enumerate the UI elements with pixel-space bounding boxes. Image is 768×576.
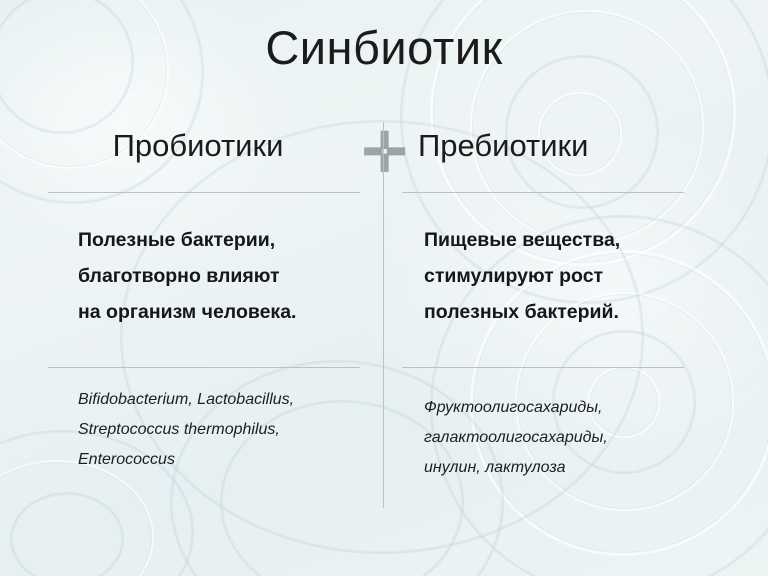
prebiotics-heading: Пребиотики bbox=[418, 128, 589, 163]
prebiotics-example-line: инулин, лактулоза bbox=[424, 459, 566, 476]
divider-middle-left bbox=[48, 367, 360, 368]
plus-icon: ✛ bbox=[362, 123, 408, 183]
slide-title: Синбиотик bbox=[265, 21, 503, 74]
probiotics-heading: Пробиотики bbox=[112, 128, 284, 163]
divider-vertical bbox=[383, 122, 384, 508]
prebiotics-description-line: стимулируют рост bbox=[424, 265, 604, 287]
probiotics-description-line: Полезные бактерии, bbox=[78, 229, 276, 251]
prebiotics-example-line: Фруктоолигосахариды, bbox=[424, 399, 603, 416]
probiotics-column bbox=[48, 125, 348, 167]
probiotics-description-line: на организм человека. bbox=[78, 301, 297, 323]
prebiotics-column bbox=[402, 125, 722, 167]
divider-middle-right bbox=[402, 367, 684, 368]
prebiotics-example-line: галактоолигосахариды, bbox=[424, 429, 608, 446]
prebiotics-description bbox=[424, 222, 734, 330]
probiotics-description-line: благотворно влияют bbox=[78, 265, 280, 287]
divider-top-right bbox=[402, 192, 684, 193]
prebiotics-description-line: Пищевые вещества, bbox=[424, 229, 621, 251]
prebiotics-examples bbox=[424, 393, 734, 483]
probiotics-example-line: Enterococcus bbox=[78, 451, 175, 468]
probiotics-example-line: Streptococcus thermophilus, bbox=[78, 421, 280, 438]
probiotics-description bbox=[78, 222, 378, 330]
prebiotics-description-line: полезных бактерий. bbox=[424, 301, 619, 323]
probiotics-examples bbox=[78, 385, 378, 475]
divider-top-left bbox=[48, 192, 360, 193]
probiotics-example-line: Bifidobacterium, Lactobacillus, bbox=[78, 391, 295, 408]
